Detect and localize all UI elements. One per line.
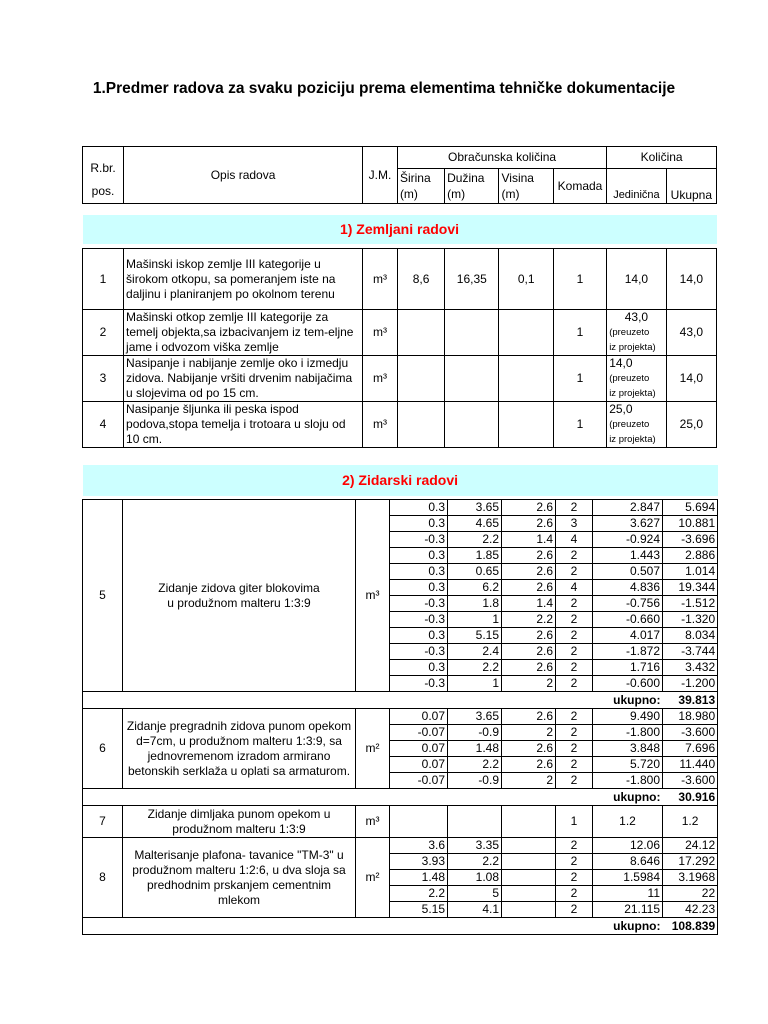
row-sirina: 0.07 [390,709,448,725]
row-visina [502,854,556,870]
row-komada: 2 [556,838,593,854]
row-visina: 2.6 [502,741,556,757]
row-jedinicna: 11 [593,886,663,902]
row-duzina: 4.65 [448,516,502,532]
row-jedinicna: -1.872 [593,644,663,660]
jedinicna-note: (preuzeto [609,419,650,430]
total-label: ukupno: [593,789,663,806]
row-komada: 2 [556,757,593,773]
row-visina: 2.2 [502,612,556,628]
row-jedinicna: 2.847 [593,500,663,516]
row-duzina: 2.2 [448,757,502,773]
row-visina [502,886,556,902]
row-ukupna: 42.23 [663,902,718,918]
row-ukupna: 2.886 [663,548,718,564]
row-komada: 2 [556,709,593,725]
row-duzina: 3.35 [448,838,502,854]
total-spacer [83,789,593,806]
row-ukupna: -3.744 [663,644,718,660]
row-visina: 0,1 [499,249,553,310]
row-duzina [445,402,499,448]
jedinicna-note: iz projekta) [609,388,656,399]
row-unit: m² [356,838,390,918]
row-komada: 2 [556,596,593,612]
pos-label: pos. [91,184,115,198]
row-unit: m³ [363,249,398,310]
row-unit: m³ [363,356,398,402]
row-jedinicna: 1.716 [593,660,663,676]
table-row [83,500,718,516]
row-visina: 2 [502,773,556,789]
row-duzina: 2.2 [448,660,502,676]
row-jedinicna: 8.646 [593,854,663,870]
section-zemljani [82,215,717,448]
row-visina: 2 [502,725,556,741]
row-number: 3 [83,356,124,402]
row-sirina: 0.3 [390,580,448,596]
row-sirina: 0.3 [390,548,448,564]
visina-label: Visina [501,171,534,186]
row-komada: 2 [556,548,593,564]
row-duzina: 1.85 [448,548,502,564]
row-komada: 2 [556,644,593,660]
row-komada: 4 [556,532,593,548]
row-komada: 2 [556,660,593,676]
row-ukupna: -3.600 [663,773,718,789]
row-duzina: 1 [448,612,502,628]
header-table [82,146,717,204]
row-sirina [397,310,444,356]
row-description: Zidanje dimljaka punom opekom u produžnom malteru 1:3:9 [123,806,356,838]
row-ukupna: 19.344 [663,580,718,596]
total-spacer [83,918,593,935]
row-jedinicna: -0.600 [593,676,663,692]
row-jedinicna: 9.490 [593,709,663,725]
row-sirina: 8,6 [397,249,444,310]
row-jedinicna: 1.2 [593,806,663,838]
row-number: 4 [83,402,124,448]
sirina-label: Širina [399,171,431,186]
table-row [83,402,717,448]
row-jedinicna: 21.115 [593,902,663,918]
row-komada: 2 [556,676,593,692]
row-description: Zidanje pregradnih zidova punom opekom d=7cm, u produžnom malteru 1:3:9, sa jednovremenom izradom armirano betonskih serklaža u oplati sa armaturom. [123,709,356,789]
col-komada: Komada [553,169,606,204]
row-komada: 1 [553,356,606,402]
total-value: 108.839 [663,918,718,935]
section-zidarski [82,465,718,935]
table-row [83,310,717,356]
row-sirina [390,806,448,838]
row-sirina: -0.3 [390,532,448,548]
row-duzina: 2.2 [448,532,502,548]
row-duzina: 3.65 [448,500,502,516]
section-title-zemljani: 1) Zemljani radovi [83,215,717,244]
row-komada: 2 [556,773,593,789]
jedinicna-value: 14,0 [609,356,633,370]
visina-unit: (m) [501,187,520,202]
row-ukupna: 3.1968 [663,870,718,886]
row-ukupna: 1.014 [663,564,718,580]
table-row [83,356,717,402]
row-duzina: 3.65 [448,709,502,725]
row-number: 5 [83,500,123,692]
row-duzina: 6.2 [448,580,502,596]
row-jedinicna: 3.848 [593,741,663,757]
total-value: 30.916 [663,789,718,806]
row-description: Mašinski iskop zemlje III kategorije u širokom otkopu, sa pomeranjem iste na daljinu i planiranjem po okolnom terenu [124,249,363,310]
row-sirina: 0.3 [390,500,448,516]
row-duzina: 4.1 [448,902,502,918]
row-visina [499,402,553,448]
row-jedinicna: 12.06 [593,838,663,854]
total-spacer [83,692,593,709]
row-sirina: 0.3 [390,660,448,676]
row-duzina: -0.9 [448,773,502,789]
row-ukupna: -1.320 [663,612,718,628]
row-description: Nasipanje šljunka ili peska ispod podova,stopa temelja i trotoara u sloju od 10 cm. [124,402,363,448]
col-sirina [397,169,444,204]
row-visina: 2 [502,676,556,692]
row-duzina [448,806,502,838]
row-description: Malterisanje plafona- tavanice "TM-3" u produžnom malteru 1:2:6, u dva sloja sa predhodnim prskanjem cementnim mlekom [123,838,356,918]
row-sirina: -0.3 [390,644,448,660]
col-jedinicna: Jedinična [607,169,667,204]
row-visina [502,838,556,854]
table-row [83,838,718,854]
row-sirina: 0.07 [390,741,448,757]
row-komada: 2 [556,612,593,628]
row-komada: 2 [556,886,593,902]
row-ukupna: 7.696 [663,741,718,757]
row-description: Mašinski otkop zemlje III kategorije za temelj objekta,sa izbacivanjem iz tem-eljne jame i odvozom viška zemlje [124,310,363,356]
row-visina: 2.6 [502,564,556,580]
row-visina: 2.6 [502,709,556,725]
row-komada: 1 [556,806,593,838]
row-duzina: 2.2 [448,854,502,870]
document-title: 1.Predmer radova za svaku poziciju prema elementima tehničke dokumentacije [92,80,676,97]
row-komada: 3 [556,516,593,532]
row-komada: 2 [556,500,593,516]
row-sirina: 2.2 [390,886,448,902]
row-sirina: 0.3 [390,628,448,644]
row-komada: 2 [556,628,593,644]
row-sirina: 3.6 [390,838,448,854]
row-komada: 1 [553,249,606,310]
row-jedinicna: 4.836 [593,580,663,596]
row-duzina: 1.08 [448,870,502,886]
row-jedinicna: -1.800 [593,773,663,789]
col-jm: J.M. [363,147,398,204]
row-komada: 2 [556,854,593,870]
row-ukupna: 24.12 [663,838,718,854]
row-ukupna: 3.432 [663,660,718,676]
row-visina: 2.6 [502,580,556,596]
row-sirina: -0.3 [390,612,448,628]
row-jedinicna [607,402,667,448]
table-row [83,249,717,310]
row-unit: m³ [363,402,398,448]
total-value: 39.813 [663,692,718,709]
row-duzina: 0.65 [448,564,502,580]
row-ukupna: -1.512 [663,596,718,612]
row-unit: m³ [356,500,390,692]
row-ukupna: 10.881 [663,516,718,532]
row-visina: 1.4 [502,532,556,548]
description-line: u produžnom malteru 1:3:9 [167,595,311,610]
row-number: 1 [83,249,124,310]
row-duzina: 5.15 [448,628,502,644]
row-ukupna: 17.292 [663,854,718,870]
row-number: 6 [83,709,123,789]
row-description: Nasipanje i nabijanje zemlje oko i izmedju zidova. Nabijanje vršiti drvenim nabijačima u slojevima od po 15 cm. [124,356,363,402]
row-jedinicna: -0.660 [593,612,663,628]
row-jedinicna [607,356,667,402]
jedinicna-note: (preuzeto [609,373,650,384]
row-duzina: -0.9 [448,725,502,741]
row-jedinicna: 1.443 [593,548,663,564]
row-komada: 2 [556,870,593,886]
jedinicna-note: iz projekta) [609,434,656,445]
row-sirina: 3.93 [390,854,448,870]
row-unit: m³ [363,310,398,356]
col-visina [499,169,553,204]
row-komada: 1 [553,402,606,448]
total-label: ukupno: [593,918,663,935]
row-visina: 2.6 [502,644,556,660]
row-description [123,500,356,692]
total-row [83,789,718,806]
row-jedinicna: -0.756 [593,596,663,612]
row-jedinicna: 5.720 [593,757,663,773]
jedinicna-value: 43,0 [624,310,649,324]
row-visina: 2.6 [502,757,556,773]
row-duzina: 1 [448,676,502,692]
row-visina: 2.6 [502,660,556,676]
row-komada: 4 [556,580,593,596]
row-ukupna: 14,0 [666,356,716,402]
row-visina [499,356,553,402]
row-visina: 2.6 [502,548,556,564]
row-sirina: -0.07 [390,725,448,741]
row-jedinicna: 3.627 [593,516,663,532]
col-ukupna: Ukupna [666,169,716,204]
row-visina [502,806,556,838]
row-ukupna: 14,0 [666,249,716,310]
col-opis: Opis radova [124,147,363,204]
row-sirina: 0.3 [390,564,448,580]
row-visina [499,310,553,356]
row-duzina: 1.48 [448,741,502,757]
row-ukupna: -3.696 [663,532,718,548]
row-jedinicna: -0.924 [593,532,663,548]
row-ukupna: 1.2 [663,806,718,838]
row-jedinicna: 4.017 [593,628,663,644]
row-komada: 2 [556,725,593,741]
row-sirina: -0.3 [390,596,448,612]
table-row [83,806,718,838]
row-unit: m³ [356,806,390,838]
row-jedinicna [607,310,667,356]
section-title-zidarski: 2) Zidarski radovi [83,465,718,496]
row-sirina: 1.48 [390,870,448,886]
row-visina [502,902,556,918]
duzina-unit: (m) [447,187,466,202]
rbr-label: R.br. [90,161,116,175]
description-line: Zidanje zidova giter blokovima [158,580,320,595]
row-ukupna: 5.694 [663,500,718,516]
row-sirina: 0.07 [390,757,448,773]
row-sirina: 0.3 [390,516,448,532]
col-duzina [445,169,499,204]
jedinicna-value: 25,0 [609,402,633,416]
row-number: 2 [83,310,124,356]
total-label: ukupno: [593,692,663,709]
row-duzina: 16,35 [445,249,499,310]
row-ukupna: 43,0 [666,310,716,356]
row-sirina: 5.15 [390,902,448,918]
row-ukupna: 8.034 [663,628,718,644]
row-ukupna: 18.980 [663,709,718,725]
total-row [83,918,718,935]
row-sirina [397,402,444,448]
row-jedinicna: 0.507 [593,564,663,580]
duzina-label: Dužina [447,171,485,186]
row-komada: 2 [556,902,593,918]
row-ukupna: -3.600 [663,725,718,741]
total-row [83,692,718,709]
jedinicna-note: (preuzeto [609,327,650,338]
row-komada: 1 [553,310,606,356]
row-sirina [397,356,444,402]
row-sirina: -0.3 [390,676,448,692]
row-ukupna: -1.200 [663,676,718,692]
row-number: 8 [83,838,123,918]
row-komada: 2 [556,564,593,580]
row-sirina: -0.07 [390,773,448,789]
row-duzina: 5 [448,886,502,902]
row-visina: 1.4 [502,596,556,612]
row-visina [502,870,556,886]
row-ukupna: 11.440 [663,757,718,773]
row-number: 7 [83,806,123,838]
row-duzina [445,356,499,402]
row-ukupna: 25,0 [666,402,716,448]
row-ukupna: 22 [663,886,718,902]
row-duzina: 2.4 [448,644,502,660]
col-rbr [83,147,124,204]
table-row [83,709,718,725]
row-jedinicna: 14,0 [607,249,667,310]
jedinicna-note: iz projekta) [609,342,656,353]
row-jedinicna: -1.800 [593,725,663,741]
row-duzina: 1.8 [448,596,502,612]
row-duzina [445,310,499,356]
row-visina: 2.6 [502,500,556,516]
row-visina: 2.6 [502,628,556,644]
row-komada: 2 [556,741,593,757]
row-unit: m² [356,709,390,789]
row-visina: 2.6 [502,516,556,532]
row-jedinicna: 1.5984 [593,870,663,886]
col-kolicina: Količina [607,147,717,169]
sirina-unit: (m) [399,187,418,202]
col-obracunska: Obračunska količina [397,147,606,169]
